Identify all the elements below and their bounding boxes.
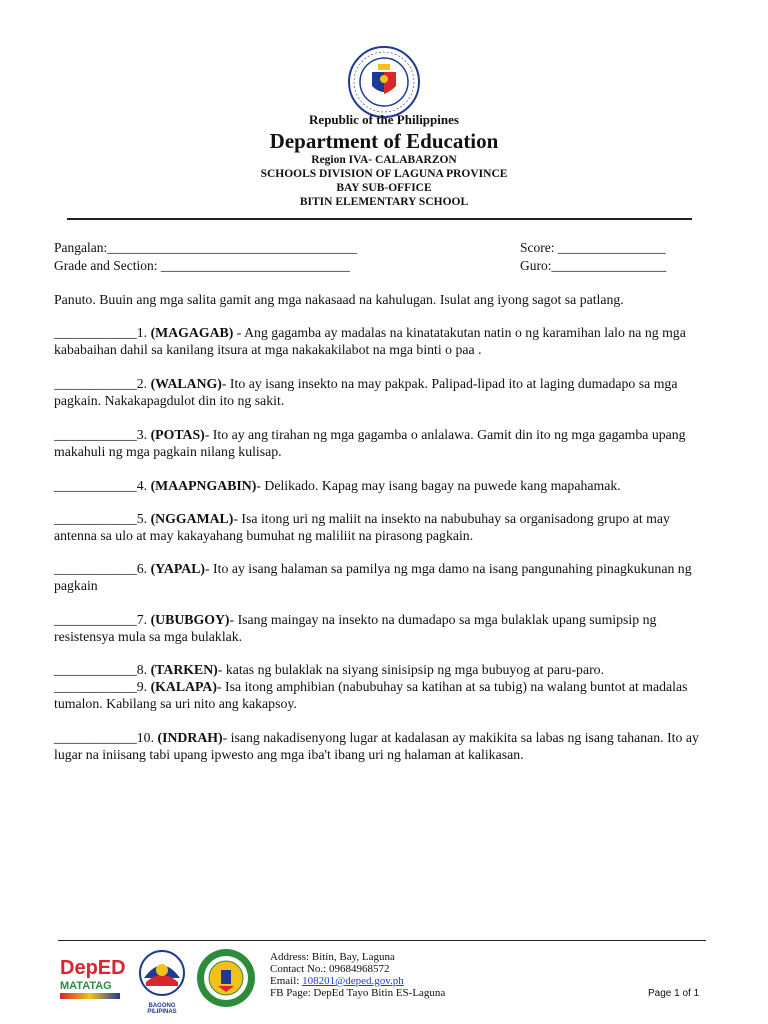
- email-label: Email:: [270, 975, 303, 987]
- question-item: [54, 426, 716, 460]
- school-seal-icon: [196, 948, 256, 1008]
- question-item: [54, 560, 716, 594]
- question-item: [54, 661, 716, 678]
- definition-text: - Ito ay isang halaman sa pamilya ng mga damo na isang pangunahing pinagkukunan ng pagkain: [54, 561, 692, 593]
- deped-matatag-logo: [60, 957, 124, 1007]
- deped-logo-text: DepED: [60, 957, 126, 979]
- bagong-pilipinas-logo: [134, 948, 190, 1015]
- score-field[interactable]: Score: ________________: [520, 240, 666, 255]
- scrambled-word: (WALANG): [150, 376, 222, 391]
- matatag-text: MATATAG: [60, 980, 112, 992]
- division-text: SCHOOLS DIVISION OF LAGUNA PROVINCE: [260, 168, 508, 180]
- definition-text: - Delikado. Kapag may isang bagay na puwede kang mapahamak.: [256, 478, 621, 493]
- page-number: Page 1 of 1: [648, 988, 700, 999]
- answer-blank[interactable]: ____________7.: [54, 612, 151, 627]
- grade-section-field[interactable]: Grade and Section: ____________________________: [54, 258, 350, 273]
- definition-text: - Isa itong amphibian (nabubuhay sa katihan at sa tubig) na walang buntot at madalas tumalon. Kabilang sa uri nito ang kakapsoy.: [54, 679, 688, 711]
- teacher-field[interactable]: Guro:_________________: [520, 258, 667, 273]
- footer-divider: [58, 940, 706, 941]
- scrambled-word: (INDRAH): [157, 730, 223, 745]
- question-item: [54, 678, 716, 712]
- scrambled-word: (TARKEN): [150, 662, 218, 677]
- scrambled-word: (YAPAL): [150, 561, 205, 576]
- scrambled-word: (POTAS): [150, 427, 205, 442]
- definition-text: - isang nakadisenyong lugar at kadalasan ay makikita sa labas ng isang tahanan. Ito ay lugar na iniisang tabi upang ipwesto ang mga iba't ibang uri ng halaman at kalikasan.: [54, 730, 699, 762]
- definition-text: - Ito ay ang tirahan ng mga gagamba o anlalawa. Gamit din ito ng mga gagamba upang makahuli ng mga pagkain nilang kulisap.: [54, 427, 686, 459]
- answer-blank[interactable]: ____________6.: [54, 561, 151, 576]
- answer-blank[interactable]: ____________1.: [54, 325, 151, 340]
- scrambled-word: (MAGAGAB): [150, 325, 234, 340]
- region-text: Region IVA- CALABARZON: [311, 154, 457, 166]
- definition-text: - Ito ay isang insekto na may pakpak. Palipad-lipad ito at laging dumadapo sa mga pagkain. Nakakapagdulot din ito ng sakit.: [54, 376, 678, 408]
- name-field[interactable]: Pangalan:_____________________________________: [54, 240, 357, 255]
- bagong-pilipinas-emblem-icon: [134, 948, 190, 998]
- footer-fb-page: FB Page: DepEd Tayo Bitin ES-Laguna: [270, 987, 446, 999]
- definition-text: - Ang gagamba ay madalas na kinatatakutan natin o ng karamihan lalo na ng mga kababaihan dahil sa kanilang itsura at mga nakakakilabot na mga binti o paa .: [54, 325, 686, 357]
- footer-contact: Contact No.: 09684968572: [270, 963, 390, 975]
- scrambled-word: (KALAPA): [150, 679, 217, 694]
- question-item: [54, 477, 716, 494]
- bagong-pilipinas-text: BAGONG PILIPINAS: [147, 1003, 177, 1015]
- answer-blank[interactable]: ____________5.: [54, 511, 151, 526]
- scrambled-word: (UBUBGOY): [150, 612, 230, 627]
- question-item: [54, 324, 716, 358]
- republic-heading: Republic of the Philippines: [309, 112, 459, 127]
- suboffice-text: BAY SUB-OFFICE: [336, 182, 432, 194]
- footer-address: Address: Bitin, Bay, Laguna: [270, 951, 395, 963]
- answer-blank[interactable]: ____________2.: [54, 376, 151, 391]
- definition-text: - Isa itong uri ng maliit na insekto na nabubuhay sa organisadong grupo at may antenna sa ulo at may kakayahang bumuhat ng maliliit na pirasong pagkain.: [54, 511, 670, 543]
- header-divider: [67, 218, 692, 220]
- footer-email: [270, 976, 404, 988]
- answer-blank[interactable]: ____________4.: [54, 478, 151, 493]
- email-link[interactable]: 108201@deped.gov.ph: [302, 975, 404, 987]
- question-item: [54, 729, 716, 763]
- deped-seal-logo: [348, 46, 420, 118]
- definition-text: - Isang maingay na insekto na dumadapo sa mga bulaklak upang sumipsip ng resistensya mula sa mga bulaklak.: [54, 612, 657, 644]
- answer-blank[interactable]: ____________8.: [54, 662, 151, 677]
- school-name: BITIN ELEMENTARY SCHOOL: [299, 196, 469, 208]
- answer-blank[interactable]: ____________9.: [54, 679, 151, 694]
- question-item: [54, 510, 716, 544]
- question-item: [54, 611, 716, 645]
- department-heading: Department of Education: [269, 129, 499, 153]
- instructions-text: Panuto. Buuin ang mga salita gamit ang mga nakasaad na kahulugan. Isulat ang iyong sagot sa patlang.: [54, 292, 624, 307]
- answer-blank[interactable]: ____________3.: [54, 427, 151, 442]
- question-item: [54, 375, 716, 409]
- scrambled-word: (MAAPNGABIN): [150, 478, 257, 493]
- scrambled-word: (NGGAMAL): [150, 511, 234, 526]
- definition-text: - katas ng bulaklak na siyang sinisipsip ng mga bubuyog at paru-paro.: [217, 662, 605, 677]
- answer-blank[interactable]: ____________10.: [54, 730, 158, 745]
